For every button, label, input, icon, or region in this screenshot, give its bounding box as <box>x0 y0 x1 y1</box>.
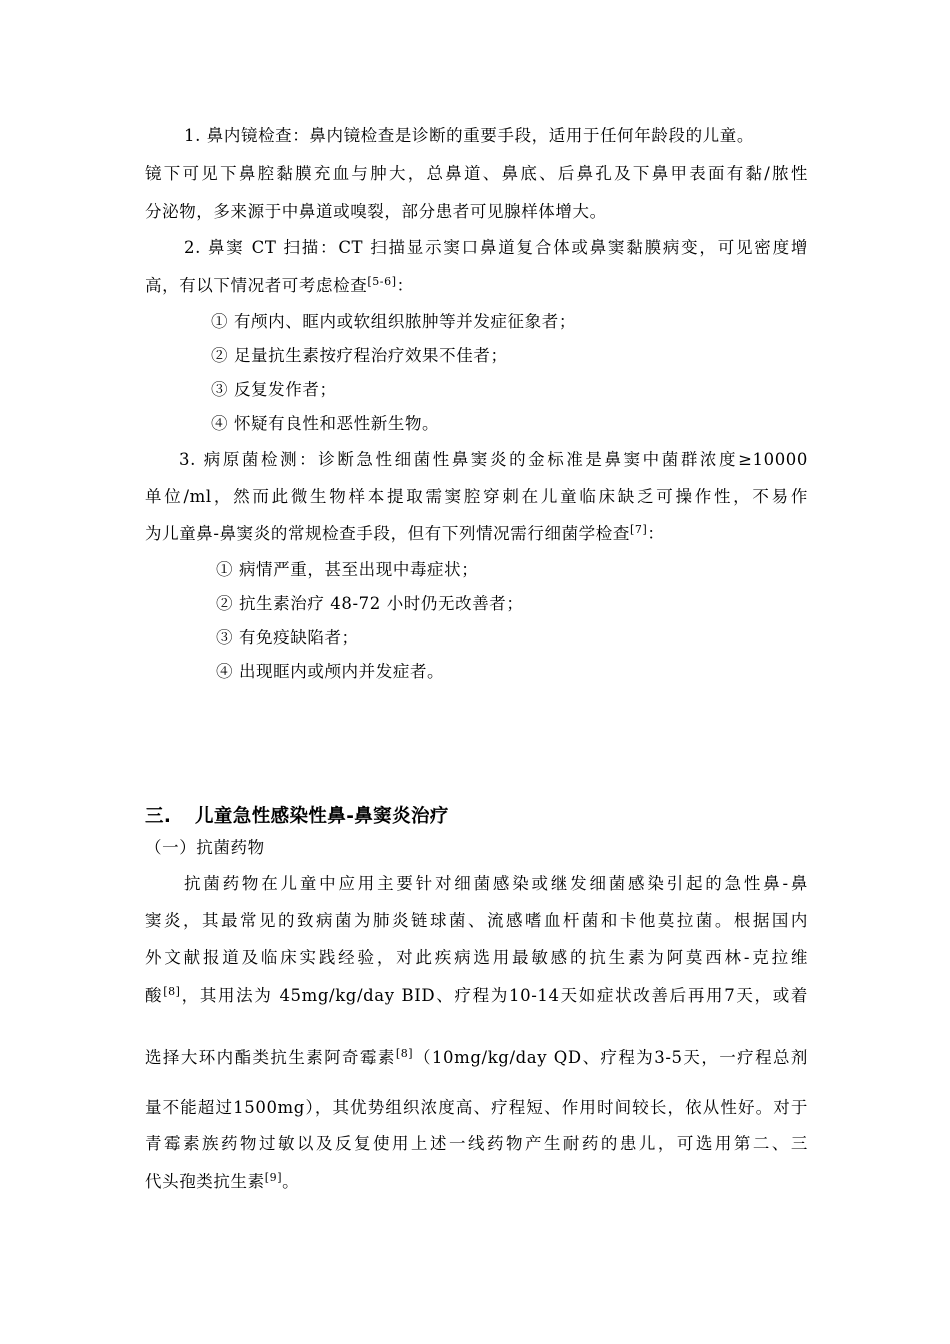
citation-ref: [8] <box>163 985 181 998</box>
item1-line2: 镜下可见下鼻腔黏膜充血与肿大，总鼻道、鼻底、后鼻孔及下鼻甲表面有黏/脓性 <box>145 164 808 183</box>
item3-condition-3: ③ 有免疫缺陷者； <box>216 628 359 647</box>
item3-line3-end: ： <box>647 524 665 543</box>
treatment-line7: 青霉素族药物过敏以及反复使用上述一线药物产生耐药的患儿，可选用第二、三 <box>145 1134 808 1153</box>
treatment-line5-rest: （10mg/kg/day QD、疗程为3-5天，一疗程总剂 <box>413 1048 808 1067</box>
item2-condition-1: ① 有颅内、眶内或软组织脓肿等并发症征象者； <box>211 312 576 331</box>
subheading: （一）抗菌药物 <box>145 838 265 857</box>
item3-condition-2: ② 抗生素治疗 48-72 小时仍无改善者； <box>216 594 524 613</box>
citation-ref: [7] <box>629 523 648 536</box>
treatment-line2: 窦炎，其最常见的致病菌为肺炎链球菌、流感嗜血杆菌和卡他莫拉菌。根据国内 <box>145 911 808 930</box>
citation-ref: [5-6] <box>367 275 397 288</box>
section-heading <box>145 802 449 828</box>
item3-condition-4: ④ 出现眶内或颅内并发症者。 <box>216 662 445 681</box>
item3-line3-text: 为儿童鼻-鼻窦炎的常规检查手段，但有下列情况需行细菌学检查 <box>145 524 630 543</box>
item3-line3 <box>145 524 664 544</box>
item1-line3: 分泌物，多来源于中鼻道或嗅裂，部分患者可见腺样体增大。 <box>145 202 607 221</box>
treatment-line8 <box>145 1172 299 1192</box>
treatment-line8-start: 代头孢类抗生素 <box>145 1172 265 1191</box>
item3-condition-1: ① 病情严重，甚至出现中毒症状； <box>216 560 479 579</box>
item2-line1: 2. 鼻窦 CT 扫描：CT 扫描显示窦口鼻道复合体或鼻窦黏膜病变，可见密度增 <box>184 238 808 257</box>
treatment-line4-rest: ，其用法为 45mg/kg/day BID、疗程为10-14天如症状改善后再用7天，或着 <box>180 986 808 1005</box>
treatment-line6: 量不能超过1500mg），其优势组织浓度高、疗程短、作用时间较长，依从性好。对于 <box>145 1098 808 1117</box>
treatment-line3: 外文献报道及临床实践经验，对此疾病选用最敏感的抗生素为阿莫西林-克拉维 <box>145 948 808 967</box>
item2-condition-4: ④ 怀疑有良性和恶性新生物。 <box>211 414 440 433</box>
item3-line1: 3. 病原菌检测：诊断急性细菌性鼻窦炎的金标准是鼻窦中菌群浓度≥10000 <box>179 450 808 469</box>
section-title: 儿童急性感染性鼻-鼻窦炎治疗 <box>195 806 449 827</box>
item2-line2 <box>145 276 414 296</box>
item1-line1: 1. 鼻内镜检查：鼻内镜检查是诊断的重要手段，适用于任何年龄段的儿童。 <box>184 126 754 145</box>
item2-line2-end: ： <box>396 276 414 295</box>
citation-ref: [8] <box>395 1047 414 1060</box>
treatment-line4 <box>145 986 808 1006</box>
treatment-line8-end: 。 <box>282 1172 300 1191</box>
treatment-line4-start: 酸 <box>145 986 164 1005</box>
item2-condition-2: ② 足量抗生素按疗程治疗效果不佳者； <box>211 346 508 365</box>
item3-line2: 单位/ml，然而此微生物样本提取需窦腔穿刺在儿童临床缺乏可操作性，不易作 <box>145 487 808 506</box>
item2-condition-3: ③ 反复发作者； <box>211 380 337 399</box>
treatment-line1: 抗菌药物在儿童中应用主要针对细菌感染或继发细菌感染引起的急性鼻-鼻 <box>184 874 808 893</box>
item2-line2-text: 高，有以下情况者可考虑检查 <box>145 276 368 295</box>
treatment-line5-start: 选择大环内酯类抗生素阿奇霉素 <box>145 1048 396 1067</box>
section-number: 三. <box>145 806 172 827</box>
treatment-line5 <box>145 1048 808 1068</box>
citation-ref: [9] <box>264 1171 283 1184</box>
